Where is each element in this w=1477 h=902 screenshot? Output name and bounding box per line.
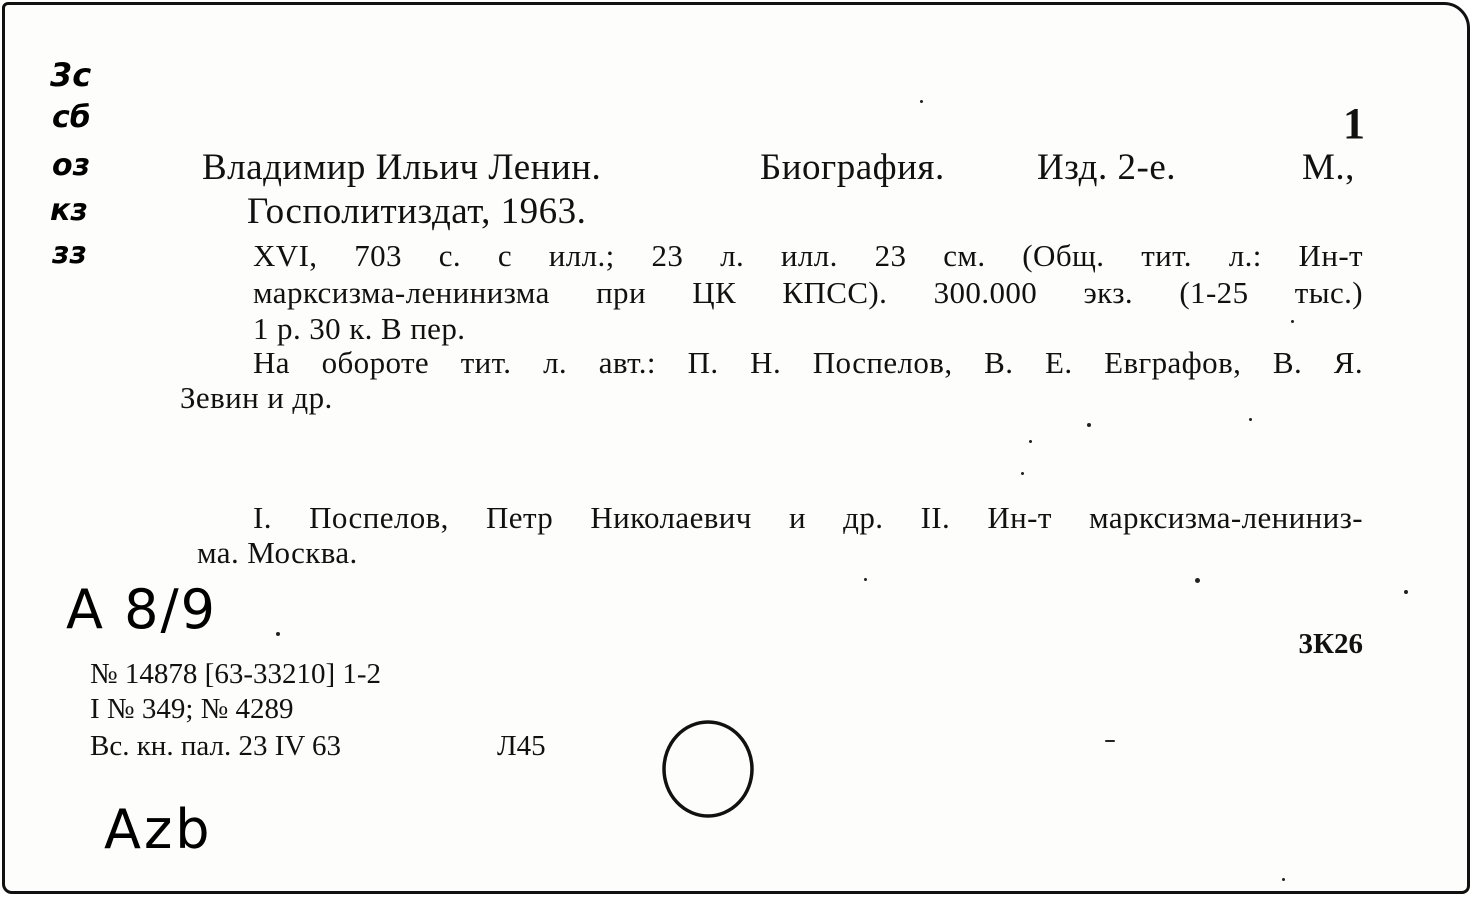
tracings-line-2: ма. Москва.	[197, 535, 358, 570]
handwritten-bottom-mark: Аzb	[104, 798, 213, 861]
speck	[1249, 418, 1252, 421]
punch-hole-circle	[662, 718, 758, 818]
handwritten-note-5: зз	[52, 236, 87, 271]
speck	[276, 632, 280, 636]
title-edition: Изд. 2-е.	[1037, 147, 1176, 188]
handwritten-note-3: оз	[52, 148, 91, 183]
note-line-1: На обороте тит. л. авт.: П. Н. Поспелов, В. Е. Евграфов, В. Я.	[253, 345, 1363, 380]
registry-line-2: I № 349; № 4289	[90, 693, 294, 725]
speck	[1404, 590, 1408, 594]
speck	[1087, 423, 1091, 427]
speck	[1105, 740, 1115, 742]
collation-line-3: 1 р. 30 к. В пер.	[253, 311, 466, 346]
speck	[920, 100, 923, 103]
handwritten-note-1: 3с	[50, 56, 92, 94]
registry-line-3: Вс. кн. пал. 23 IV 63	[90, 730, 342, 762]
speck	[1021, 472, 1024, 475]
speck	[864, 578, 867, 581]
title-place: М.,	[1302, 147, 1355, 188]
title-subtitle: Биография.	[760, 147, 945, 188]
handwritten-note-2: сб	[52, 100, 91, 135]
registry-line-1: № 14878 [63-33210] 1-2	[90, 658, 382, 690]
publisher-year: Госполитиздат, 1963.	[247, 191, 587, 232]
handwritten-note-4: кз	[50, 193, 88, 228]
classification-index: 3К26	[1298, 628, 1363, 660]
card-number: 1	[1343, 99, 1365, 148]
speck	[1291, 320, 1294, 323]
collation-line-1: XVI, 703 с. с илл.; 23 л. илл. 23 см. (Общ. тит. л.: Ин-т	[253, 238, 1363, 273]
note-line-2: Зевин и др.	[180, 380, 333, 415]
tracings-line-1: I. Поспелов, Петр Николаевич и др. II. Ин-т марксизма-лениниз-	[253, 500, 1363, 535]
handwritten-shelf-mark: А 8/9	[66, 578, 218, 641]
speck	[1282, 878, 1285, 881]
registry-code: Л45	[497, 730, 546, 762]
title-author: Владимир Ильич Ленин.	[202, 147, 602, 188]
collation-line-2: марксизма-ленинизма при ЦК КПСС). 300.000 экз. (1-25 тыс.)	[253, 275, 1363, 310]
speck	[1195, 578, 1200, 583]
speck	[1029, 440, 1032, 443]
